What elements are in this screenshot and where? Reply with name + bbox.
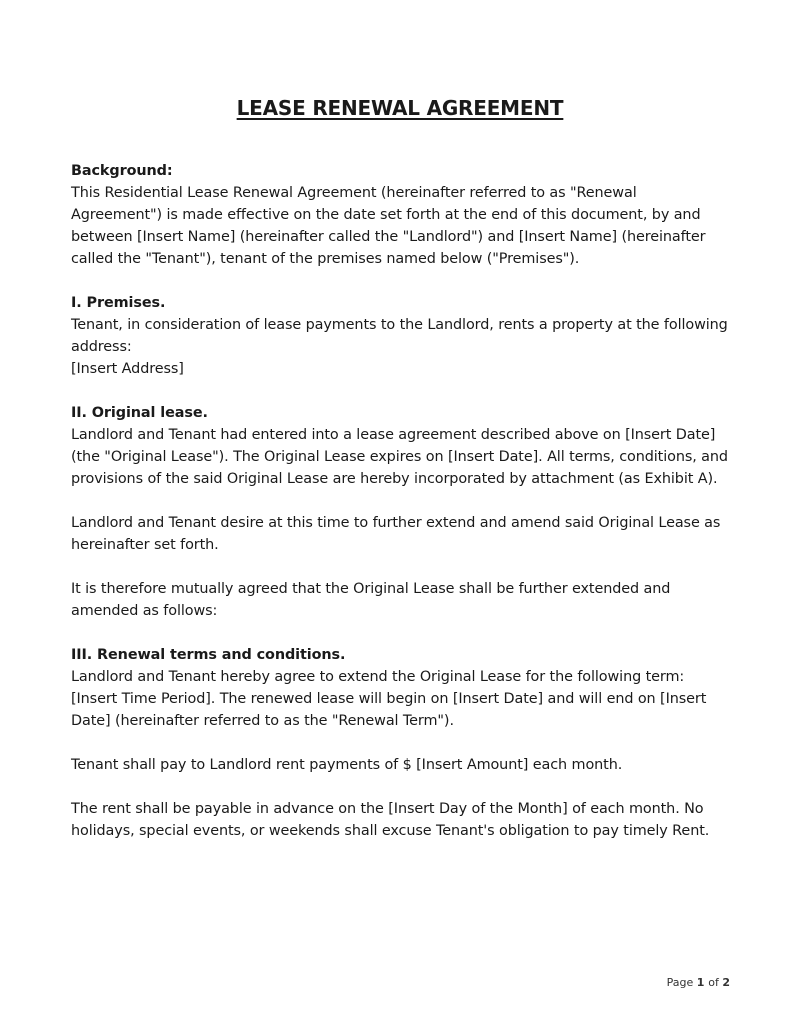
- premises-paragraph: Tenant, in consideration of lease payments to the Landlord, rents a property at the following address:: [71, 317, 728, 355]
- paragraph-gap: [71, 732, 731, 754]
- background-heading: Background:: [71, 163, 173, 179]
- paragraph-gap: [71, 556, 731, 578]
- paragraph-gap: [71, 270, 731, 292]
- renewal-terms-paragraph-2: Tenant shall pay to Landlord rent payments of $ [Insert Amount] each month.: [71, 757, 623, 773]
- paragraph-gap: [71, 380, 731, 402]
- document-title: [0, 96, 800, 120]
- original-lease-paragraph-1: Landlord and Tenant had entered into a lease agreement described above on [Insert Date] (the "Original Lease"). The Original Lease expires on [Insert Date]. All terms, conditions, and provisions of the said Original Lease are hereby incorporated by attachment (as Exhibit A).: [71, 427, 728, 487]
- renewal-terms-paragraph-3: The rent shall be payable in advance on the [Insert Day of the Month] of each month. No holidays, special events, or weekends shall excuse Tenant's obligation to pay timely Rent.: [71, 801, 710, 839]
- renewal-terms-heading: III. Renewal terms and conditions.: [71, 647, 346, 663]
- original-lease-heading: II. Original lease.: [71, 405, 208, 421]
- paragraph-gap: [71, 622, 731, 644]
- original-lease-paragraph-3: It is therefore mutually agreed that the Original Lease shall be further extended and amended as follows:: [71, 581, 671, 619]
- original-lease-paragraph-2: Landlord and Tenant desire at this time to further extend and amend said Original Lease as hereinafter set forth.: [71, 515, 721, 553]
- page-label: Page: [666, 976, 697, 989]
- renewal-terms-paragraph-1: Landlord and Tenant hereby agree to extend the Original Lease for the following term: [Insert Time Period]. The renewed lease will begin on [Insert Date] and will end on [Insert Date] (hereinafter referred to as the "Renewal Term").: [71, 669, 707, 729]
- current-page-number: 1: [696, 976, 709, 989]
- background-paragraph: This Residential Lease Renewal Agreement (hereinafter referred to as "Renewal Agreement") is made effective on the date set forth at the end of this document, by and between [Insert Name] (hereinafter called the "Landlord") and [Insert Name] (hereinafter called the "Tenant"), tenant of the premises named below ("Premises").: [71, 185, 706, 267]
- page-number: [667, 976, 730, 989]
- total-pages-number: 2: [722, 976, 730, 989]
- document-body: [71, 160, 731, 842]
- premises-address: [Insert Address]: [71, 361, 184, 377]
- of-label: of: [708, 976, 723, 989]
- paragraph-gap: [71, 490, 731, 512]
- premises-heading: I. Premises.: [71, 295, 166, 311]
- document-title-text: LEASE RENEWAL AGREEMENT: [236, 96, 564, 120]
- paragraph-gap: [71, 776, 731, 798]
